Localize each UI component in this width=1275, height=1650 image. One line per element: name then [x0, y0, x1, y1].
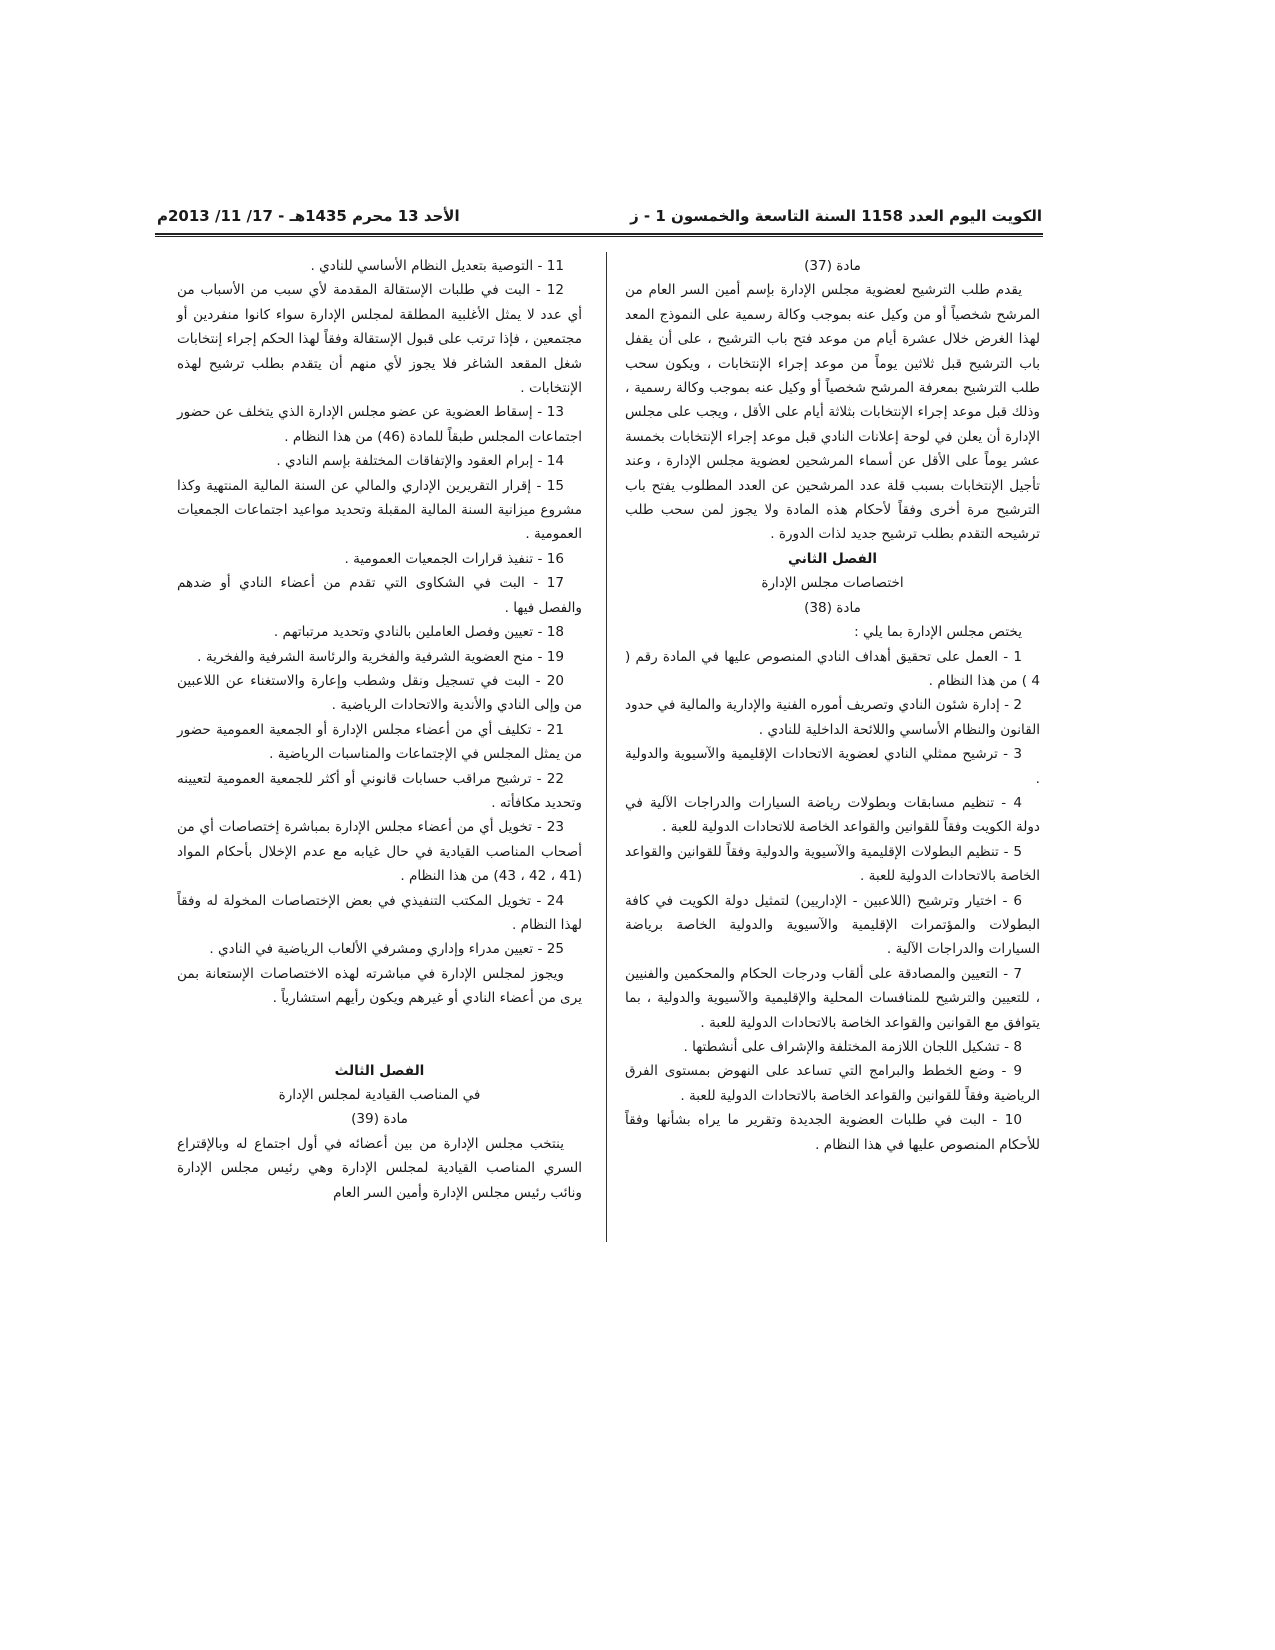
list-item: 2 - إدارة شئون النادي وتصريف أموره الفنية والإدارية والمالية في حدود القانون والنظام الأساسي واللائحة الداخلية للنادي .	[625, 697, 1040, 738]
article-37-title: مادة (37)	[804, 258, 861, 274]
list-item: 3 - ترشيح ممثلي النادي لعضوية الاتحادات الإقليمية والآسيوية والدولية .	[625, 746, 1040, 787]
list-item: 1 - العمل على تحقيق أهداف النادي المنصوص عليها في المادة رقم ( 4 ) من هذا النظام .	[625, 648, 1040, 689]
list-item: 6 - اختيار وترشيح (اللاعبين - الإداريين) لتمثيل دولة الكويت في كافة البطولات والمؤتمرات الإقليمية والآسيوية والدولية الخاصة برياضة السيارات والدراجات الآلية .	[625, 892, 1040, 958]
article-38-intro: يختص مجلس الإدارة بما يلي :	[854, 624, 1022, 641]
list-item: 21 - تكليف أي من أعضاء مجلس الإدارة أو الجمعية العمومية حضور من يمثل المجلس في الإجتماعات والمناسبات الرياضية .	[177, 721, 582, 763]
list-item: 17 - البت في الشكاوى التي تقدم من أعضاء النادي أو ضدهم والفصل فيها .	[177, 575, 582, 616]
list-item: 14 - إبرام العقود والإتفاقات المختلفة بإسم النادي .	[276, 453, 564, 470]
list-item: 7 - التعيين والمصادقة على ألقاب ودرجات الحكام والمحكمين والفنيين ، للتعيين والترشيح للمنافسات المحلية والإقليمية والآسيوية والدولية ، بما يتوافق مع القوانين والقواعد الخاصة بالاتحادات الدولية للعبة .	[625, 965, 1040, 1031]
section-spacer	[177, 1011, 582, 1059]
list-item: 5 - تنظيم البطولات الإقليمية والآسيوية والدولية وفقاً للقوانين والقواعد الخاصة بالاتحادات الدولية للعبة .	[625, 843, 1040, 885]
closing-paragraph: ويجوز لمجلس الإدارة في مباشرته لهذه الاختصاصات الإستعانة بمن يرى من أعضاء النادي أو غيرهم ويكون رأيهم استشارياً .	[177, 965, 582, 1007]
chapter-3-subtitle: في المناصب القيادية لمجلس الإدارة	[278, 1087, 481, 1103]
list-item: 10 - البت في طلبات العضوية الجديدة وتقرير ما يراه بشأنها وفقاً للأحكام المنصوص عليها في هذا النظام .	[625, 1112, 1040, 1153]
list-item: 12 - البت في طلبات الإستقالة المقدمة لأي سبب من الأسباب من أي عدد لا يمثل الأغلبية المطلقة لمجلس الإدارة سواء كانوا منفردين أو مجتمعين ، فإذا ترتب على قبول الإستقالة وفقاً لهذا الحكم إجراء إنتخابات شغل المقعد الشاغر فلا يجوز لأي منهم أن يتقدم بطلب ترشيح لهذه الإنتخابات .	[177, 282, 582, 397]
list-item: 16 - تنفيذ قرارات الجمعيات العمومية .	[344, 550, 564, 567]
list-item: 15 - إقرار التقريرين الإداري والمالي عن السنة المالية المنتهية وكذا مشروع ميزانية السنة المالية المقبلة وتحديد مواعيد اجتماعات الجمعيات العمومية .	[177, 477, 582, 543]
list-item: 4 - تنظيم مسابقات وبطولات رياضة السيارات والدراجات الآلية في دولة الكويت وفقاً للقوانين والقواعد الخاصة للاتحادات الدولية للعبة .	[625, 794, 1040, 836]
list-item: 11 - التوصية بتعديل النظام الأساسي للنادي .	[310, 258, 564, 274]
chapter-2-subtitle: اختصاصات مجلس الإدارة	[761, 575, 904, 592]
right-column	[625, 254, 1040, 1157]
list-item: 22 - ترشيح مراقب حسابات قانوني أو أكثر للجمعية العمومية لتعيينه وتحديد مكافأته .	[177, 770, 582, 811]
header-date: الأحد 13 محرم 1435هـ - 17/ 11/ 2013م	[157, 207, 460, 225]
article-39-text: ينتخب مجلس الإدارة من بين أعضائه في أول اجتماع له وبالإقتراع السري المناصب القيادية لمجلس الإدارة وهي رئيس مجلس الإدارة ونائب رئيس مجلس الإدارة وأمين السر العام	[177, 1135, 582, 1201]
list-item: 20 - البت في تسجيل ونقل وشطب وإعارة والاستغناء عن اللاعبين من وإلى النادي والأندية والاتحادات الرياضية .	[177, 672, 582, 714]
header-publication: الكويت اليوم العدد 1158 السنة التاسعة والخمسون 1 - ز	[630, 207, 1042, 225]
article-38-title: مادة (38)	[804, 599, 861, 616]
list-item: 23 - تخويل أي من أعضاء مجلس الإدارة بمباشرة إختصاصات أي من أصحاب المناصب القيادية في حال غيابه مع عدم الإخلال بأحكام المواد (41 ، 42 ، 43) من هذا النظام .	[177, 819, 582, 885]
list-item: 24 - تخويل المكتب التنفيذي في بعض الإختصاصات المخولة له وفقاً لهذا النظام .	[177, 892, 582, 933]
left-column	[177, 254, 582, 1205]
article-39-title: مادة (39)	[351, 1111, 408, 1128]
list-item: 8 - تشكيل اللجان اللازمة المختلفة والإشراف على أنشطتها .	[683, 1039, 1022, 1055]
chapter-2-title: الفصل الثاني	[787, 550, 878, 567]
list-item: 25 - تعيين مدراء وإداري ومشرفي الألعاب الرياضية في النادي .	[209, 941, 564, 958]
chapter-3-title: الفصل الثالث	[334, 1062, 425, 1079]
header-divider	[155, 233, 1043, 237]
article-37-text: يقدم طلب الترشيح لعضوية مجلس الإدارة بإسم أمين السر العام من المرشح شخصياً أو من وكيل عنه بموجب وكالة رسمية على النموذج المعد لهذا الغرض خلال عشرة أيام من موعد فتح باب الترشيح ، على أن يقفل باب الترشيح قبل ثلاثين يوماً من موعد إجراء الإنتخابات ، ويكون سحب طلب الترشيح بمعرفة المرشح شخصياً أو وكيل عنه بموجب وكالة رسمية ، وذلك قبل موعد إجراء الإنتخابات بثلاثة أيام على الأقل ، ويجب على مجلس الإدارة أن يعلن في لوحة إعلانات النادي قبل موعد إجراء الإنتخابات بخمسة عشر يوماً على الأقل عن أسماء المرشحين لعضوية مجلس الإدارة ، وعند تأجيل الإنتخابات بسبب قلة عدد المرشحين عن العدد المطلوب يفتح باب الترشيح مرة أخرى وفقاً لأحكام هذه المادة ولا يجوز لمن سحب طلب ترشيحه التقدم بطلب ترشيح جديد لذات الدورة .	[625, 282, 1040, 543]
list-item: 18 - تعيين وفصل العاملين بالنادي وتحديد مرتباتهم .	[273, 624, 564, 641]
list-item: 19 - منح العضوية الشرفية والفخرية والرئاسة الشرفية والفخرية .	[197, 648, 564, 665]
page-header	[157, 207, 1042, 229]
column-divider	[606, 252, 607, 1242]
list-item: 9 - وضع الخطط والبرامج التي تساعد على النهوض بمستوى الفرق الرياضية وفقاً للقوانين والقواعد الخاصة بالاتحادات الدولية للعبة .	[625, 1063, 1040, 1104]
list-item: 13 - إسقاط العضوية عن عضو مجلس الإدارة الذي يتخلف عن حضور اجتماعات المجلس طبقاً للمادة (46) من هذا النظام .	[177, 404, 582, 445]
